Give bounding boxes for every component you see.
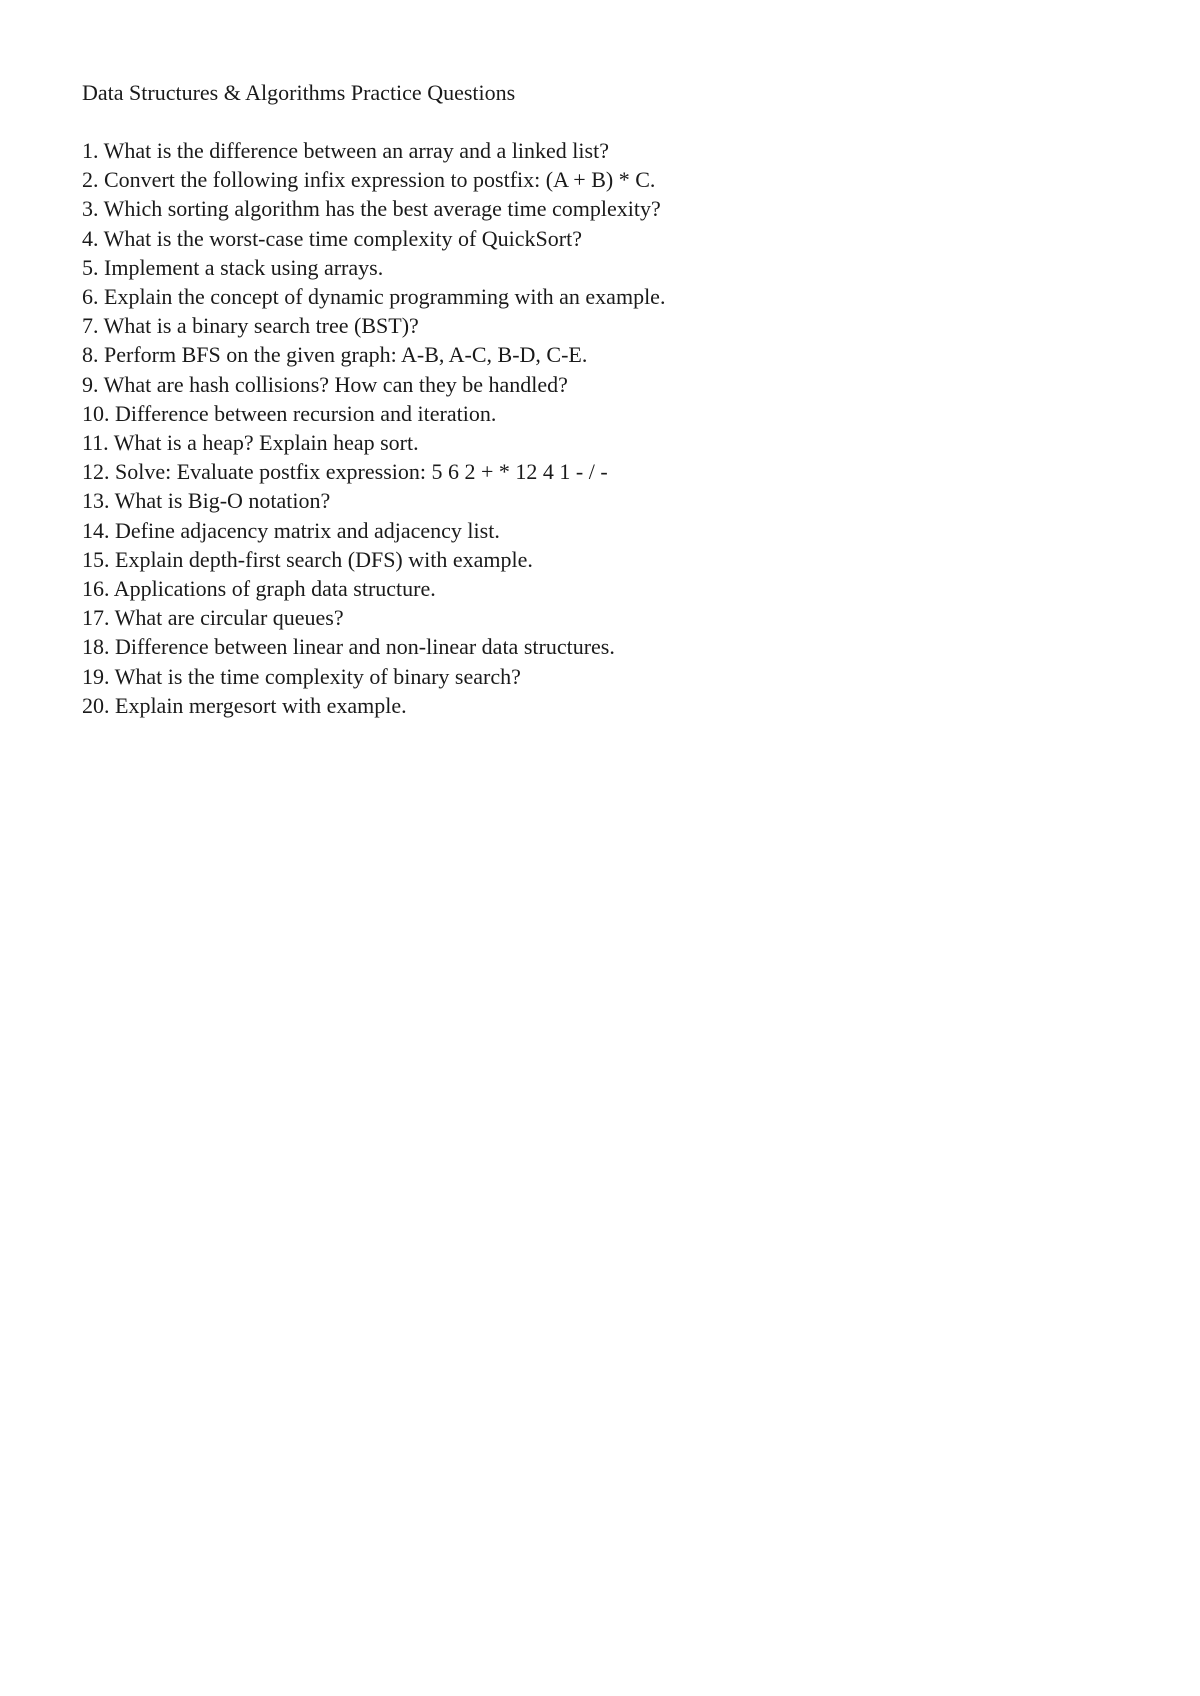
question-item-13: 13. What is Big-O notation? [82,488,331,514]
question-item-16: 16. Applications of graph data structure. [82,576,436,602]
document-title: Data Structures & Algorithms Practice Questions [82,80,516,105]
question-item-4: 4. What is the worst-case time complexity of QuickSort? [82,225,582,251]
question-item-10: 10. Difference between recursion and iteration. [82,400,497,426]
question-item-5: 5. Implement a stack using arrays. [82,254,384,280]
question-item-3: 3. Which sorting algorithm has the best average time complexity? [82,196,661,222]
question-item-19: 19. What is the time complexity of binary search? [82,663,521,689]
question-item-8: 8. Perform BFS on the given graph: A-B, A-C, B-D, C-E. [82,342,588,368]
question-item-20: 20. Explain mergesort with example. [82,692,407,718]
question-item-14: 14. Define adjacency matrix and adjacency list. [82,517,500,543]
question-list [82,136,665,720]
question-item-11: 11. What is a heap? Explain heap sort. [82,430,419,456]
question-item-1: 1. What is the difference between an array and a linked list? [82,138,609,163]
question-item-18: 18. Difference between linear and non-linear data structures. [82,634,615,660]
question-item-17: 17. What are circular queues? [82,605,344,631]
question-item-15: 15. Explain depth-first search (DFS) with example. [82,546,533,572]
question-item-2: 2. Convert the following infix expression to postfix: (A + B) * C. [82,167,656,193]
question-item-7: 7. What is a binary search tree (BST)? [82,313,419,339]
question-item-9: 9. What are hash collisions? How can they be handled? [82,371,568,397]
question-item-12: 12. Solve: Evaluate postfix expression: 5 6 2 + * 12 4 1 - / - [82,459,608,485]
question-item-6: 6. Explain the concept of dynamic programming with an example. [82,284,666,310]
